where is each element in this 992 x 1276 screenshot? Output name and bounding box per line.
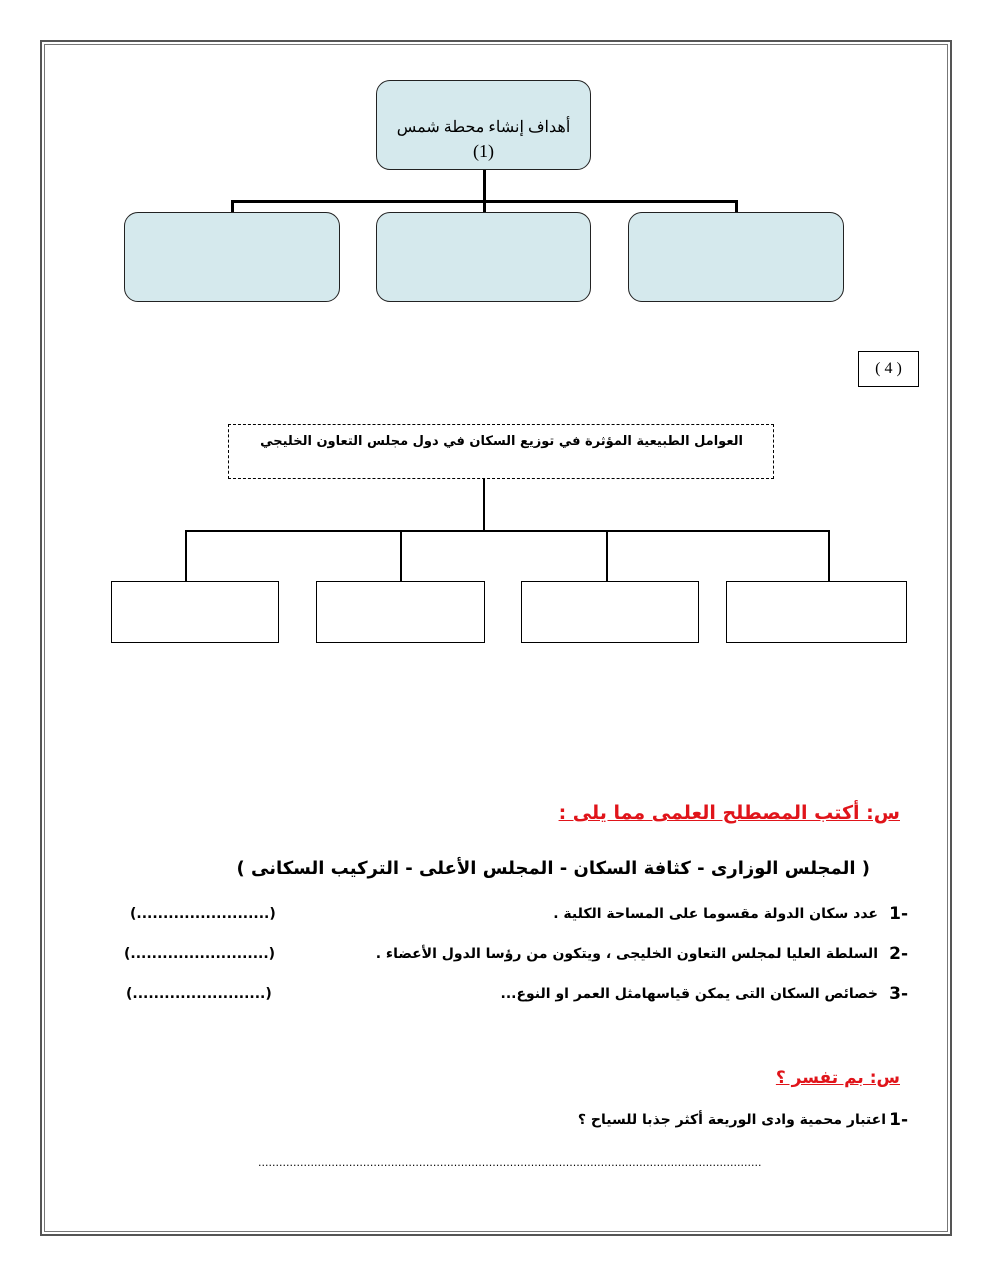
section2-question (400, 1110, 908, 1136)
section2-answer-line[interactable]: ................................................................................................................................................ (258, 1156, 762, 1169)
diagram2-drop-3 (606, 530, 608, 581)
item-2-text: السلطة العليا لمجلس التعاون الخليجى ، ويتكون من رؤسا الدول الأعضاء . (375, 946, 878, 962)
diagram2-drop-4 (828, 530, 830, 581)
diagram2-bar (185, 530, 830, 532)
diagram2-stem (483, 479, 485, 531)
diagram2-drop-2 (400, 530, 402, 581)
diagram2-title: العوامل الطبيعية المؤثرة في توزيع السكان في دول مجلس التعاون الخليجي (260, 434, 743, 449)
diagram2-child-box-1 (111, 581, 279, 643)
diagram1-stem (483, 170, 486, 212)
diagram2-drop-1 (185, 530, 187, 581)
section2-question-number: 1- (889, 1110, 908, 1130)
badge-text: ( 4 ) (875, 360, 902, 377)
section1-item-1 (110, 904, 908, 930)
question-number-badge (858, 351, 919, 387)
item-1-blank: (.........................) (130, 906, 276, 922)
diagram1-child-box-center (376, 212, 591, 302)
diagram2-child-box-4 (726, 581, 907, 643)
diagram1-child-box-left (124, 212, 340, 302)
diagram2-child-box-2 (316, 581, 485, 643)
diagram1-number: (1) (473, 141, 494, 161)
diagram2-root-box (228, 424, 774, 479)
diagram1-child-box-right (628, 212, 844, 302)
section2-heading: س: بم تفسر ؟ (775, 1068, 900, 1088)
section1-heading: س: أكتب المصطلح العلمى مما يلى : (558, 802, 900, 824)
diagram2-child-box-3 (521, 581, 699, 643)
item-3-number: 3- (889, 984, 908, 1004)
diagram1-bar (231, 200, 738, 203)
section2-question-text: اعتبار محمية وادى الوريعة أكثر جذبا للسياح ؟ (577, 1112, 886, 1128)
section1-item-2 (110, 944, 908, 970)
item-3-text: خصائص السكان التى يمكن قياسهامثل العمر او النوع... (500, 986, 878, 1002)
item-2-number: 2- (889, 944, 908, 964)
item-1-text: عدد سكان الدولة مقسوما على المساحة الكلية . (553, 906, 878, 922)
item-2-blank: (..........................) (124, 946, 276, 962)
section1-item-3 (110, 984, 908, 1010)
item-1-number: 1- (889, 904, 908, 924)
diagram1-title: أهداف إنشاء محطة شمس (396, 119, 571, 136)
item-3-blank: (.........................) (126, 986, 272, 1002)
diagram1-root-box (376, 80, 591, 170)
section1-terms: ( المجلس الوزارى - كثافة السكان - المجلس الأعلى - التركيب السكانى ) (236, 858, 870, 879)
